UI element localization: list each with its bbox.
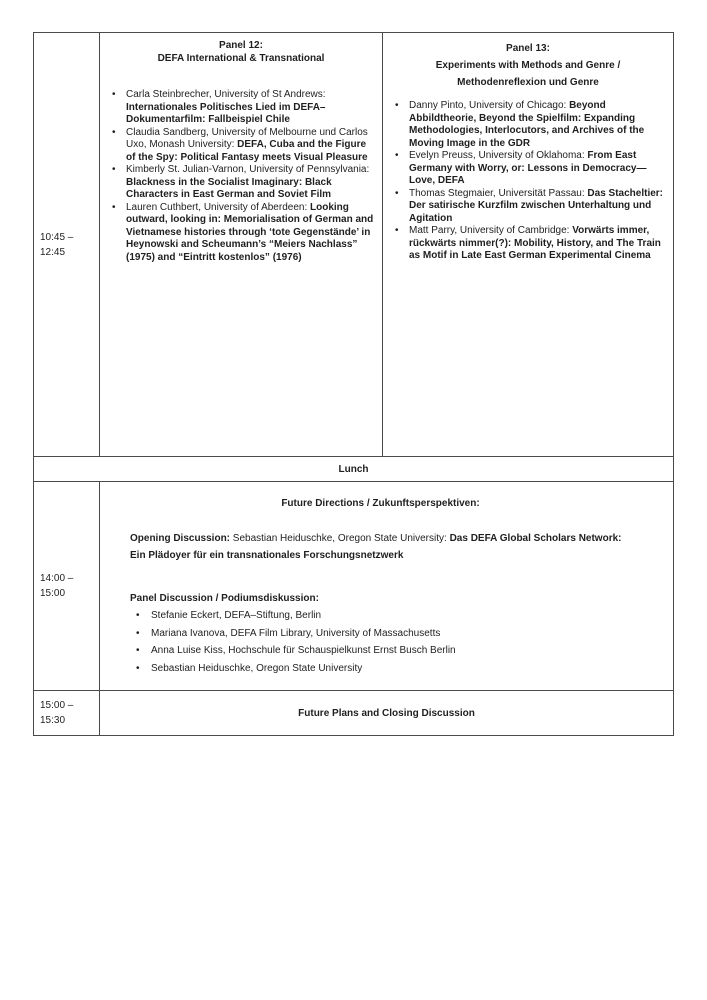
presentation-item — [112, 89, 374, 127]
future-directions-heading: Future Directions / Zukunftsperspektiven: — [281, 498, 480, 509]
presentation-item — [395, 188, 665, 226]
panel-12-title-line2: DEFA International & Transnational — [157, 52, 325, 64]
participant-item: • Stefanie Eckert, DEFA–Stiftung, Berlin — [136, 607, 653, 625]
panel-discussion-label: Panel Discussion / Podiumsdiskussion: — [130, 592, 319, 604]
panel-12-title-line1: Panel 12: — [219, 40, 263, 51]
presentation-item — [395, 225, 665, 263]
opening-discussion-paragraph — [130, 530, 625, 565]
lunch-cell: Lunch — [34, 457, 674, 482]
panel-13-title-line2: Experiments with Methods and Genre / — [435, 60, 621, 71]
presentation-title: Looking outward, looking in: Memorialisation of German and Vietnamese histories through ‘tote Gegenstände’ in Heynowski and Scheumann’s “Meiers Nachlass” (1975) and “Eintritt kostenlos” (1976) — [126, 201, 374, 263]
presentation-item — [395, 150, 665, 188]
time-line: 12:45 — [40, 246, 66, 258]
session3-time-cell — [34, 691, 100, 736]
opening-discussion-label: Opening Discussion: — [130, 532, 231, 544]
future-directions-cell — [100, 482, 674, 691]
presentation-item — [112, 127, 374, 165]
speaker-affiliation: Claudia Sandberg, University of Melbourne und Carlos Uxo, Monash University: — [126, 126, 368, 150]
speaker-affiliation: Matt Parry, University of Cambridge: — [409, 225, 573, 236]
opening-discussion-title: Das DEFA Global Scholars Network: Ein Plädoyer für ein transnationales Forschungsnetzwerk — [130, 532, 622, 561]
session1-time-cell — [34, 33, 100, 457]
time-line: 15:30 — [40, 715, 66, 726]
time-line: 15:00 – — [40, 700, 74, 711]
speaker-affiliation: Carla Steinbrecher, University of St Andrews: — [126, 89, 326, 100]
session3-row — [34, 691, 674, 736]
panel-13-presentation-list — [391, 100, 665, 263]
presentation-item — [112, 164, 374, 202]
session1-row — [34, 33, 674, 457]
panel-12-cell — [100, 33, 383, 457]
presentation-title: DEFA, Cuba and the Figure of the Spy: Political Fantasy meets Visual Pleasure — [126, 139, 368, 163]
speaker-affiliation: Danny Pinto, University of Chicago: — [409, 100, 570, 111]
presentation-title: Das Stacheltier: Der satirische Kurzfilm zwischen Unterhaltung und Agitation — [409, 187, 664, 224]
session2-row — [34, 482, 674, 691]
speaker-affiliation: Thomas Stegmaier, Universität Passau: — [409, 187, 588, 199]
panel-13-title-line1: Panel 13: — [506, 43, 550, 54]
panel-13-title-line3: Methodenreflexion und Genre — [457, 77, 599, 88]
session2-time-cell — [34, 482, 100, 691]
participant-item: • Mariana Ivanova, DEFA Film Library, University of Massachusetts — [136, 625, 653, 643]
speaker-affiliation: Evelyn Preuss, University of Oklahoma: — [409, 150, 588, 161]
closing-discussion-cell: Future Plans and Closing Discussion — [100, 691, 674, 736]
presentation-title: Beyond Abbildtheorie, Beyond the Spielfilm: Expanding Methodologies, Interlocutors, and Archives of the Moving Image in the GDR — [409, 100, 645, 149]
time-line: 15:00 — [40, 588, 66, 599]
presentation-item — [112, 202, 374, 265]
participant-item: • Sebastian Heiduschke, Oregon State University — [136, 660, 653, 678]
panel-discussion-participant-list — [108, 607, 653, 677]
participant-item: • Anna Luise Kiss, Hochschule für Schauspielkunst Ernst Busch Berlin — [136, 642, 653, 660]
lunch-row — [34, 457, 674, 482]
speaker-affiliation: Lauren Cuthbert, University of Aberdeen: — [126, 201, 310, 213]
time-line: 10:45 – — [40, 231, 74, 243]
panel-13-cell — [383, 33, 674, 457]
panel-12-header — [108, 40, 374, 65]
schedule-table — [33, 32, 674, 736]
opening-discussion-speaker: Sebastian Heiduschke, Oregon State University: — [230, 532, 450, 544]
presentation-title: Vorwärts immer, rückwärts nimmer(?): Mobility, History, and The Train as Motif in Late East German Experimental Cinema — [409, 225, 661, 261]
presentation-title: From East Germany with Worry, or: Lessons in Democracy—Love, DEFA — [409, 150, 647, 186]
time-line: 14:00 – — [40, 573, 74, 584]
speaker-affiliation: Kimberly St. Julian-Varnon, University of Pennsylvania: — [126, 164, 370, 175]
panel-12-presentation-list — [108, 89, 374, 264]
presentation-item — [395, 100, 665, 150]
presentation-title: Internationales Politisches Lied im DEFA–Dokumentarfilm: Fallbeispiel Chile — [126, 101, 326, 125]
panel-13-header — [391, 40, 665, 91]
presentation-title: Blackness in the Socialist Imaginary: Black Characters in East German and Soviet Film — [126, 176, 332, 200]
